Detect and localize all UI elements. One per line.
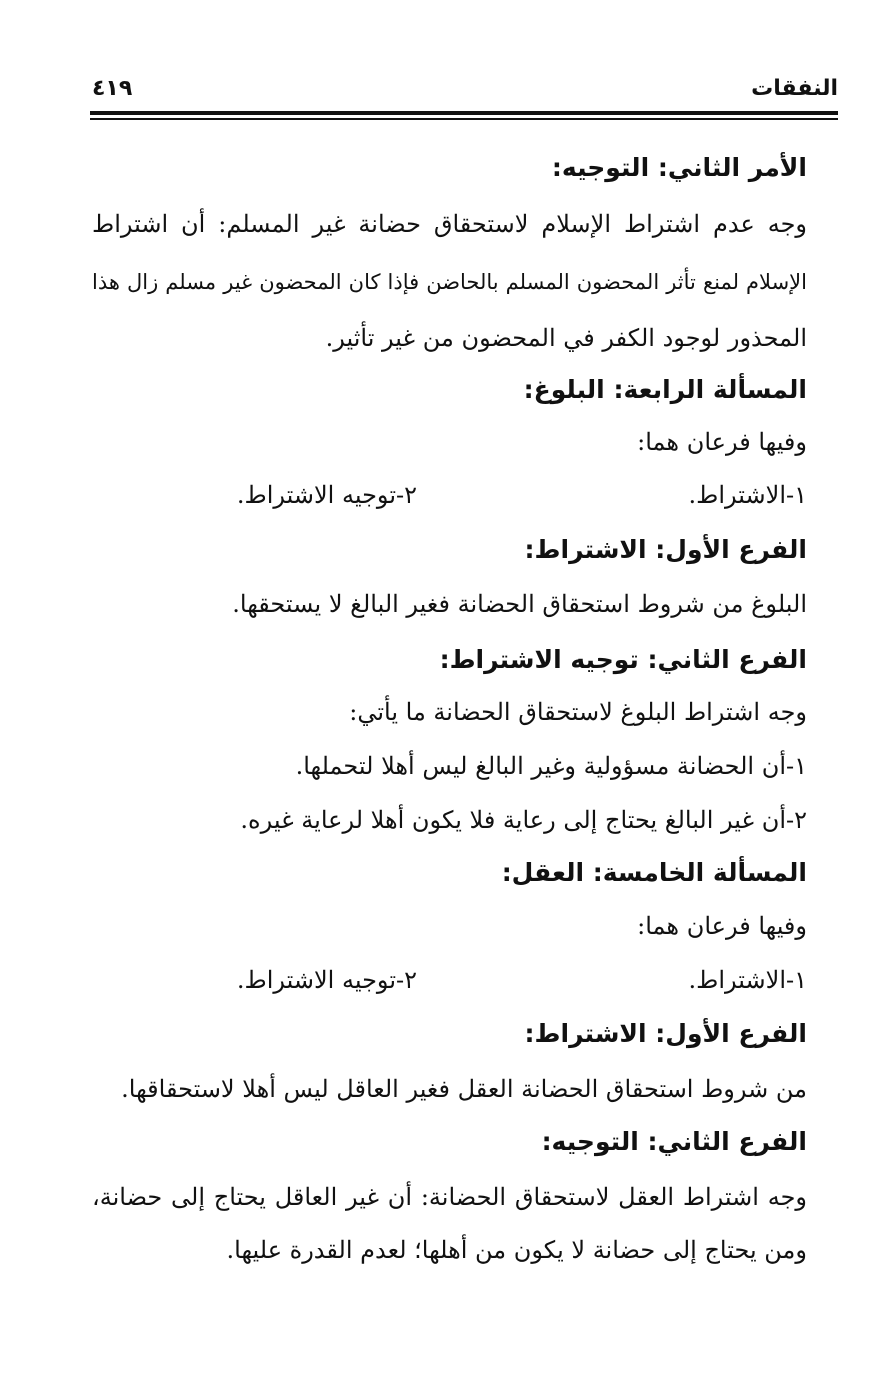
section-heading: الأمر الثاني: التوجيه: [551, 153, 807, 182]
branch-item: ١-الاشتراط. [688, 966, 807, 994]
paragraph-line: المحذور لوجود الكفر في المحضون من غير تأثير. [325, 324, 807, 352]
list-item: ١-أن الحضانة مسؤولية وغير البالغ ليس أهلا لتحملها. [295, 752, 807, 780]
paragraph-line: وفيها فرعان هما: [637, 428, 807, 456]
branch-item: ١-الاشتراط. [688, 481, 807, 509]
branch-item: ٢-توجيه الاشتراط. [236, 481, 417, 509]
paragraph-line: البلوغ من شروط استحقاق الحضانة فغير البالغ لا يستحقها. [232, 590, 807, 618]
branch-list [92, 475, 807, 515]
header-rule-thick [90, 111, 838, 115]
paragraph-line: وجه اشتراط البلوغ لاستحقاق الحضانة ما يأتي: [349, 698, 807, 726]
branch-heading: الفرع الثاني: التوجيه: [541, 1127, 807, 1156]
page-number: ٤١٩ [92, 76, 133, 101]
header-rule-thin [90, 118, 838, 120]
branch-heading: الفرع الأول: الاشتراط: [524, 1019, 807, 1048]
paragraph-line: من شروط استحقاق الحضانة العقل فغير العاقل ليس أهلا لاستحقاقها. [121, 1075, 807, 1103]
issue-heading: المسألة الخامسة: العقل: [501, 858, 807, 887]
paragraph-line: وجه اشتراط العقل لاستحقاق الحضانة: أن غير العاقل يحتاج إلى حضانة، [92, 1183, 807, 1211]
branch-item: ٢-توجيه الاشتراط. [236, 966, 417, 994]
branch-list [92, 960, 807, 1000]
branch-heading: الفرع الأول: الاشتراط: [524, 535, 807, 564]
paragraph-line: الإسلام لمنع تأثر المحضون المسلم بالحاضن فإذا كان المحضون غير مسلم زال هذا [92, 270, 807, 294]
paragraph-line: وفيها فرعان هما: [637, 912, 807, 940]
list-item: ٢-أن غير البالغ يحتاج إلى رعاية فلا يكون أهلا لرعاية غيره. [240, 806, 807, 834]
paragraph-line: وجه عدم اشتراط الإسلام لاستحقاق حضانة غير المسلم: أن اشتراط [92, 210, 807, 238]
running-title: النفقات [751, 76, 838, 101]
branch-heading: الفرع الثاني: توجيه الاشتراط: [439, 645, 807, 674]
paragraph-line: ومن يحتاج إلى حضانة لا يكون من أهلها؛ لعدم القدرة عليها. [226, 1236, 807, 1264]
issue-heading: المسألة الرابعة: البلوغ: [523, 375, 807, 404]
running-header [92, 74, 838, 106]
